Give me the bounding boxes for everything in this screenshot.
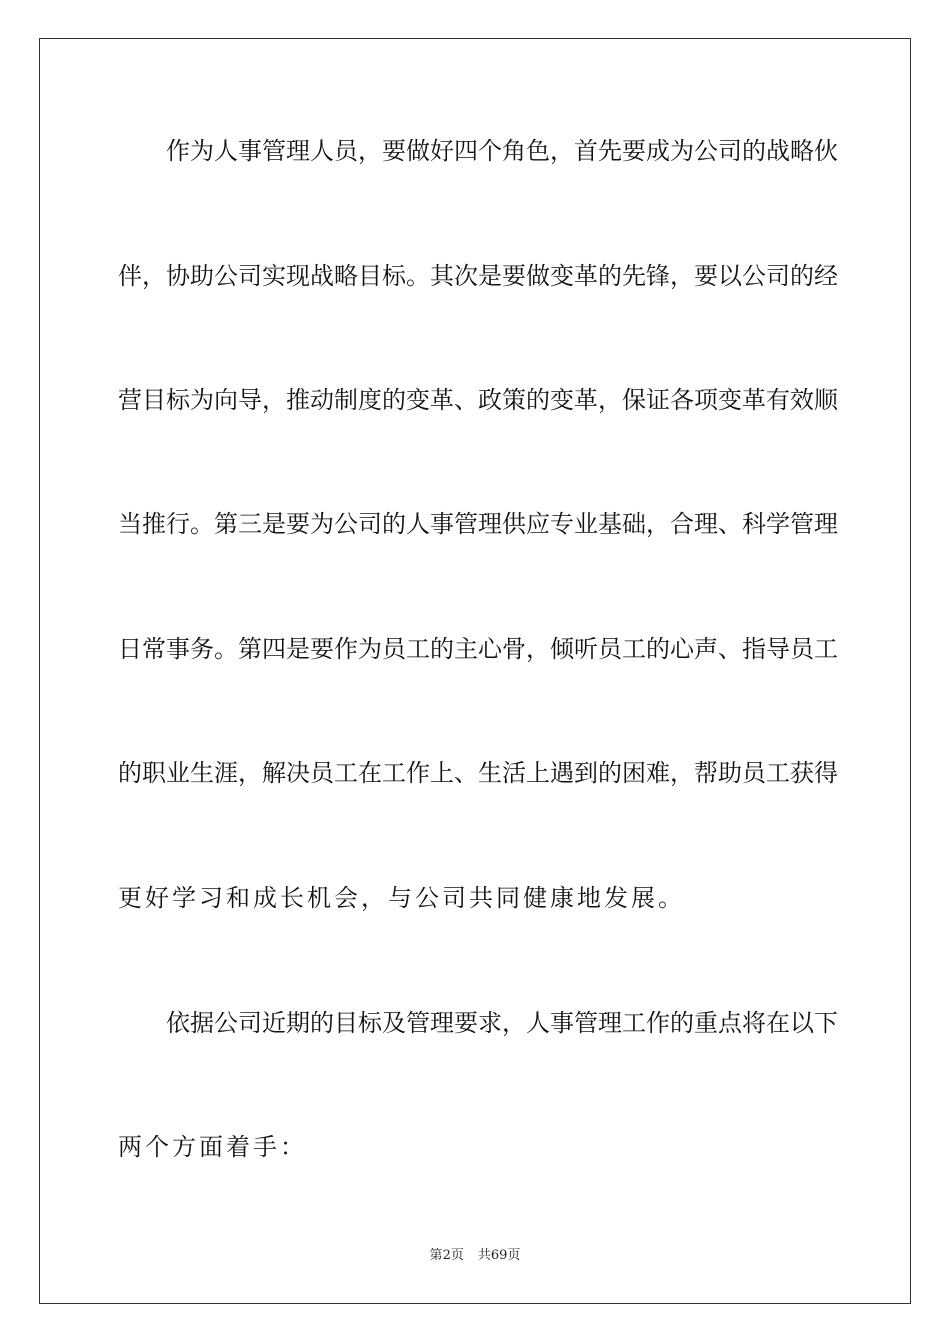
footer-total-label: 共 <box>477 1248 491 1263</box>
paragraph-1-line-1: 作为人事管理人员，要做好四个角色，首先要成为公司的战略伙 <box>166 137 838 165</box>
footer-page-number: 2 <box>442 1248 451 1263</box>
paragraph-1-line-4: 当推行。第三是要为公司的人事管理供应专业基础，合理、科学管理 <box>118 510 838 538</box>
footer-page-label: 第 <box>429 1248 443 1263</box>
page-border <box>39 38 911 1304</box>
paragraph-1-line-6: 的职业生涯，解决员工在工作上、生活上遇到的困难，帮助员工获得 <box>118 759 838 787</box>
paragraph-1-line-7: 更好学习和成长机会，与公司共同健康地发展。 <box>118 884 685 912</box>
footer-total-pages: 69 <box>490 1248 508 1263</box>
paragraph-1-line-5: 日常事务。第四是要作为员工的主心骨，倾听员工的心声、指导员工 <box>118 635 838 663</box>
footer-page-unit: 页 <box>450 1248 464 1263</box>
footer-total-unit: 页 <box>507 1248 521 1263</box>
paragraph-1-line-3: 营目标为向导，推动制度的变革、政策的变革，保证各项变革有效顺 <box>118 386 838 414</box>
page-footer <box>0 1248 950 1264</box>
paragraph-2-line-2: 两个方面着手： <box>118 1133 307 1161</box>
paragraph-1-line-2: 伴，协助公司实现战略目标。其次是要做变革的先锋，要以公司的经 <box>118 262 838 290</box>
paragraph-2-line-1: 依据公司近期的目标及管理要求，人事管理工作的重点将在以下 <box>166 1009 838 1037</box>
